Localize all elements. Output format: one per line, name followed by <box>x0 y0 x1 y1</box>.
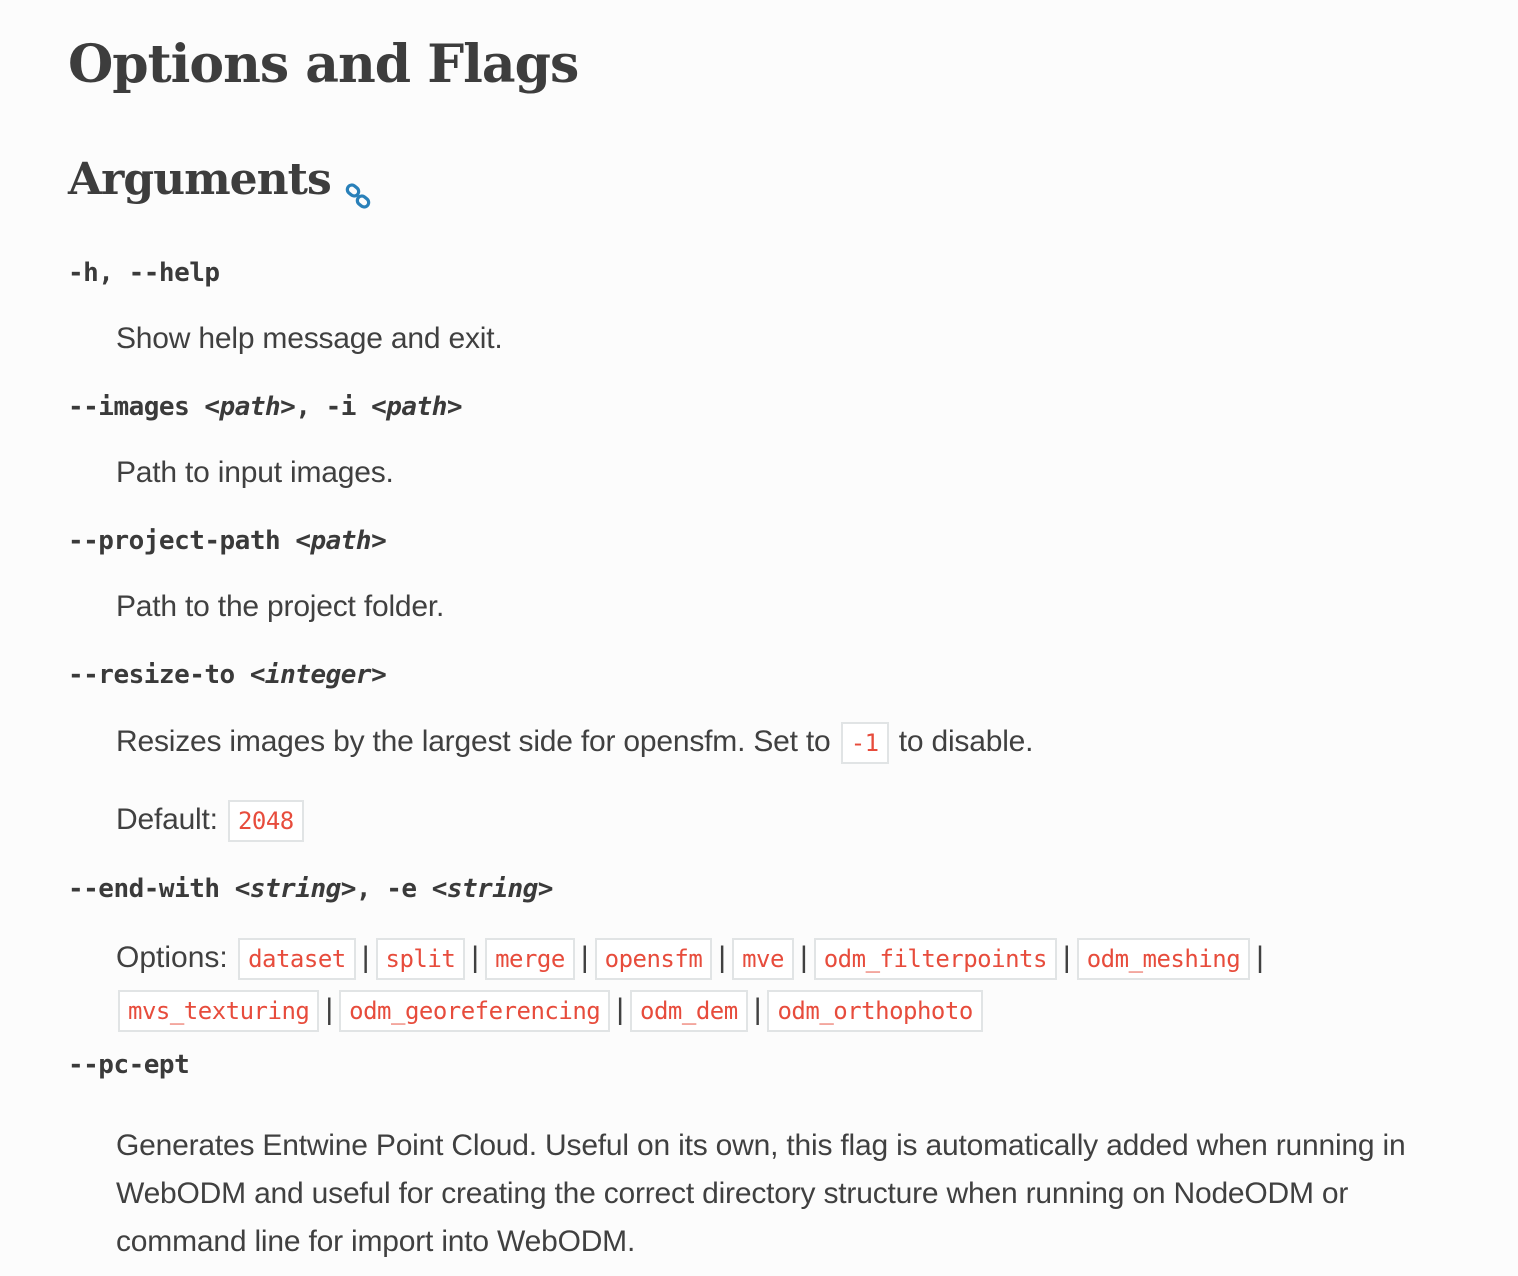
option-project-path: --project-path <path> <box>68 526 387 556</box>
option-value: split <box>376 938 466 980</box>
option-value: odm_meshing <box>1077 938 1250 980</box>
default-value: 2048 <box>228 800 304 842</box>
option-value: merge <box>485 938 575 980</box>
option-help: -h, --help <box>68 258 220 288</box>
option-images: --images <path>, -i <path> <box>68 392 463 422</box>
option-value: odm_filterpoints <box>814 938 1057 980</box>
option-value: dataset <box>238 938 356 980</box>
option-pc-ept-description: Generates Entwine Point Cloud. Useful on its own, this flag is automatically added when running in WebODM and useful for creating the correct directory structure when running on NodeODM or command line for import into WebODM. <box>116 1129 1406 1258</box>
option-help-description: Show help message and exit. <box>116 322 503 355</box>
option-pc-ept: --pc-ept <box>68 1050 190 1080</box>
link-icon[interactable] <box>345 171 373 199</box>
option-end-with: --end-with <string>, -e <string> <box>68 874 553 904</box>
option-value: odm_georeferencing <box>339 990 610 1032</box>
code-literal: -1 <box>841 722 889 764</box>
option-images-description: Path to input images. <box>116 456 394 489</box>
option-value: odm_dem <box>630 990 748 1032</box>
option-value: mve <box>732 938 794 980</box>
option-resize-to-description: Resizes images by the largest side for opensfm. Set to -1 to disable. <box>116 722 1033 764</box>
option-project-path-description: Path to the project folder. <box>116 590 445 623</box>
section-heading-text: Arguments <box>68 154 331 205</box>
option-value: opensfm <box>595 938 713 980</box>
page-title: Options and Flags <box>68 34 579 95</box>
option-resize-to-default: Default: 2048 <box>116 800 306 842</box>
option-value: odm_orthophoto <box>767 990 982 1032</box>
option-end-with-choices-row-1: Options: dataset | split | merge | opensfm | mve | odm_filterpoints | odm_meshing | <box>116 938 1268 980</box>
option-resize-to: --resize-to <integer> <box>68 660 387 690</box>
option-value: mvs_texturing <box>118 990 319 1032</box>
section-heading-arguments <box>68 154 373 205</box>
option-end-with-choices-row-2: mvs_texturing | odm_georeferencing | odm_dem | odm_orthophoto <box>116 990 985 1032</box>
